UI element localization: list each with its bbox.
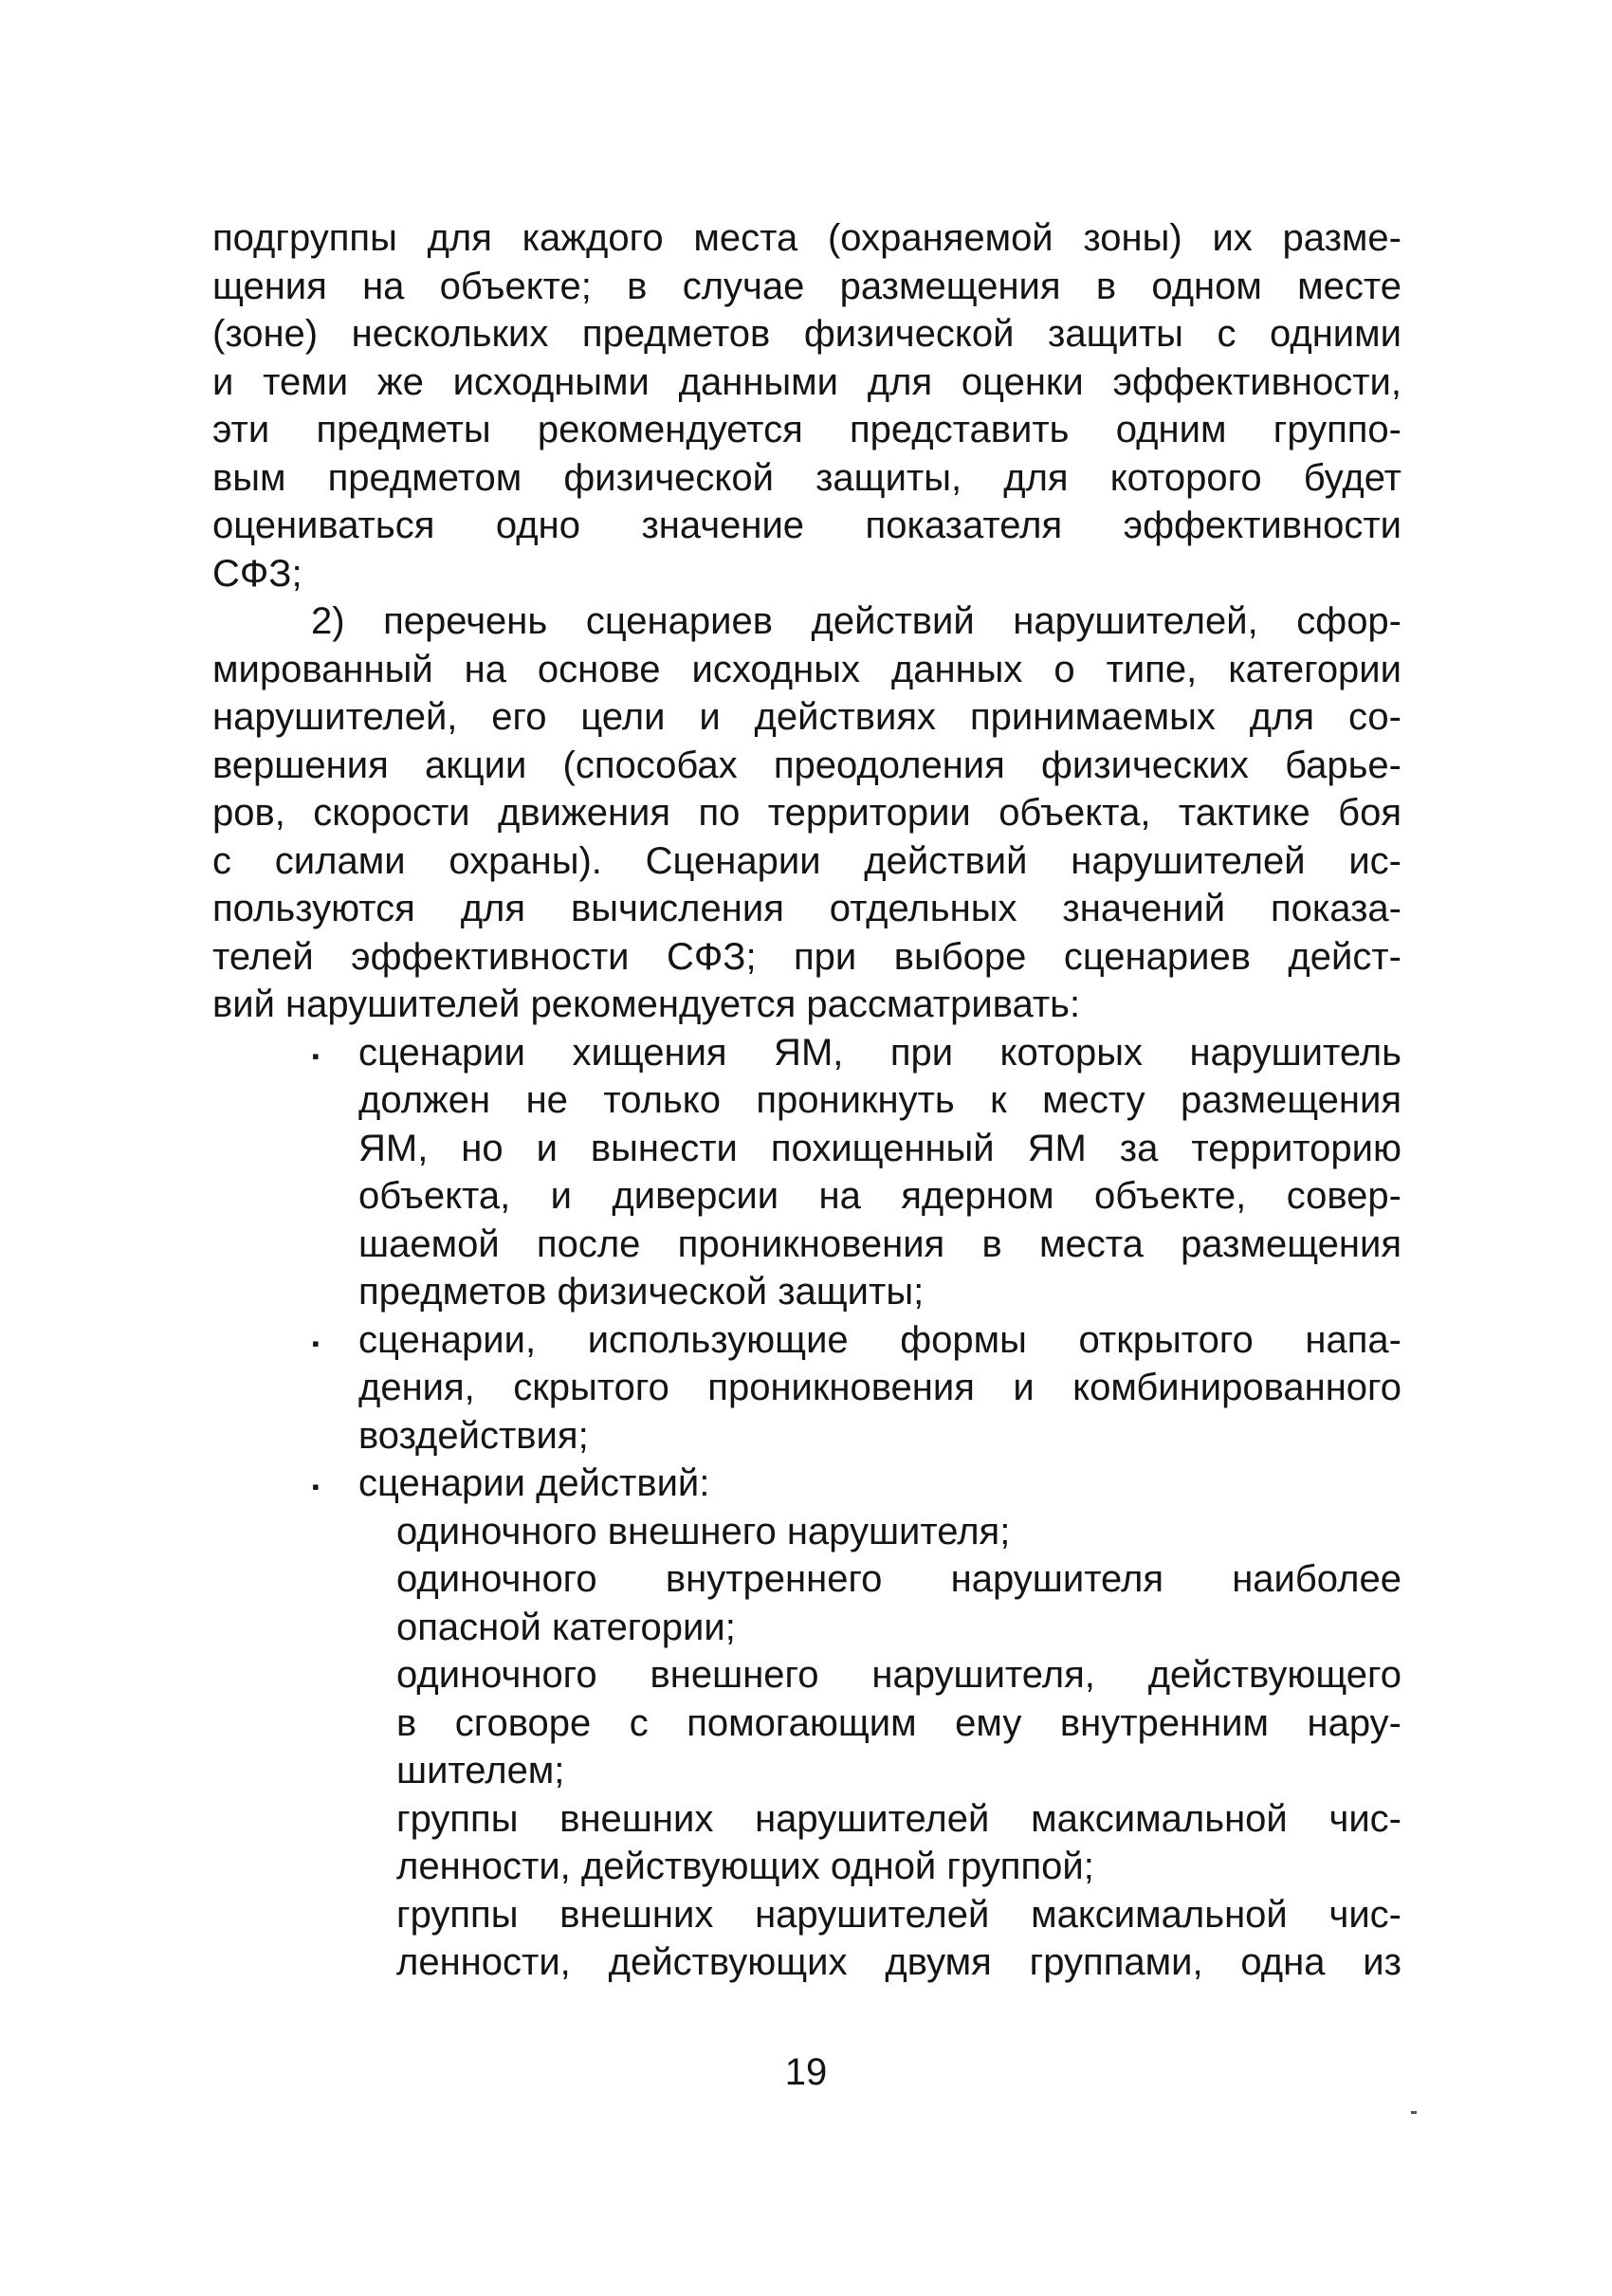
- text-line: ленности, действующих одной группой;: [396, 1846, 1094, 1887]
- text-line: в сговоре с помогающим ему внутренним нару-: [396, 1701, 1401, 1744]
- text-line: шаемой после проникновения в места размещения: [358, 1222, 1401, 1265]
- text-line: группы внешних нарушителей максимальной чис-: [396, 1797, 1401, 1840]
- text-line: телей эффективности СФЗ; при выборе сценариев дейст-: [212, 935, 1401, 978]
- text-line: шителем;: [396, 1750, 565, 1791]
- paragraph-2: [212, 597, 1401, 1029]
- text-line: вым предметом физической защиты, для которого будет: [212, 456, 1401, 499]
- bullet-item: [312, 1316, 1401, 1460]
- text-line: 2) перечень сценариев действий нарушителей, сфор-: [311, 600, 1401, 642]
- text-line: мированный на основе исходных данных о типе, категории: [212, 648, 1401, 690]
- bullet-icon: ▪: [312, 1043, 320, 1068]
- paragraph-1: [212, 214, 1401, 597]
- sub-item: [396, 1555, 1401, 1651]
- text-line: подгруппы для каждого места (охраняемой зоны) их разме-: [212, 217, 1401, 259]
- bullet-item: [312, 1029, 1401, 1316]
- text-line: оцениваться одно значение показателя эффективности: [212, 505, 1401, 546]
- sub-item: [396, 1795, 1401, 1891]
- text-line: ров, скорости движения по территории объекта, тактике боя: [212, 792, 1401, 834]
- text-line: нарушителей, его цели и действиях принимаемых для со-: [212, 696, 1401, 738]
- page-body: [212, 214, 1401, 1987]
- bullet-item: [312, 1460, 1401, 1508]
- sub-item: [396, 1508, 1401, 1556]
- text-line: одиночного внешнего нарушителя, действующего: [396, 1654, 1401, 1696]
- text-line: и теми же исходными данными для оценки эффективности,: [212, 360, 1401, 403]
- text-line: дения, скрытого проникновения и комбинированного: [358, 1367, 1401, 1408]
- text-line: сценарии, использующие формы открытого напа-: [358, 1318, 1401, 1361]
- text-line: эти предметы рекомендуется представить одним группо-: [212, 409, 1401, 450]
- text-line: предметов физической защиты;: [358, 1271, 925, 1313]
- text-line: одиночного внутреннего нарушителя наиболее: [396, 1558, 1401, 1600]
- text-line: щения на объекте; в случае размещения в одном месте: [212, 265, 1401, 307]
- text-line: группы внешних нарушителей максимальной чис-: [396, 1893, 1401, 1936]
- text-line: ЯМ, но и вынести похищенный ЯМ за территорию: [358, 1127, 1401, 1169]
- text-line: с силами охраны). Сценарии действий нарушителей ис-: [212, 839, 1401, 882]
- bullet-icon: ▪: [312, 1331, 320, 1355]
- text-line: вершения акции (способах преодоления физических барье-: [212, 744, 1401, 786]
- text-line: ленности, действующих двумя группами, одна из: [396, 1941, 1401, 1983]
- scan-artifact: [1411, 2111, 1417, 2114]
- text-line: объекта, и диверсии на ядерном объекте, совер-: [358, 1175, 1401, 1217]
- text-line: одиночного внешнего нарушителя;: [396, 1510, 1011, 1552]
- text-line: пользуются для вычисления отдельных значений показа-: [212, 888, 1401, 929]
- text-line: вий нарушителей рекомендуется рассматривать:: [212, 983, 1081, 1025]
- text-line: (зоне) нескольких предметов физической защиты с одними: [212, 313, 1401, 355]
- text-line: сценарии действий:: [358, 1462, 710, 1504]
- text-line: воздействия;: [358, 1414, 589, 1457]
- text-line: должен не только проникнуть к месту размещения: [358, 1079, 1401, 1121]
- sub-item: [396, 1891, 1401, 1987]
- text-line: СФЗ;: [212, 552, 302, 595]
- text-line: сценарии хищения ЯМ, при которых нарушитель: [358, 1031, 1401, 1074]
- bullet-icon: ▪: [312, 1475, 320, 1498]
- page-number: 19: [784, 2051, 828, 2093]
- sub-item: [396, 1651, 1401, 1795]
- text-line: опасной категории;: [396, 1606, 736, 1648]
